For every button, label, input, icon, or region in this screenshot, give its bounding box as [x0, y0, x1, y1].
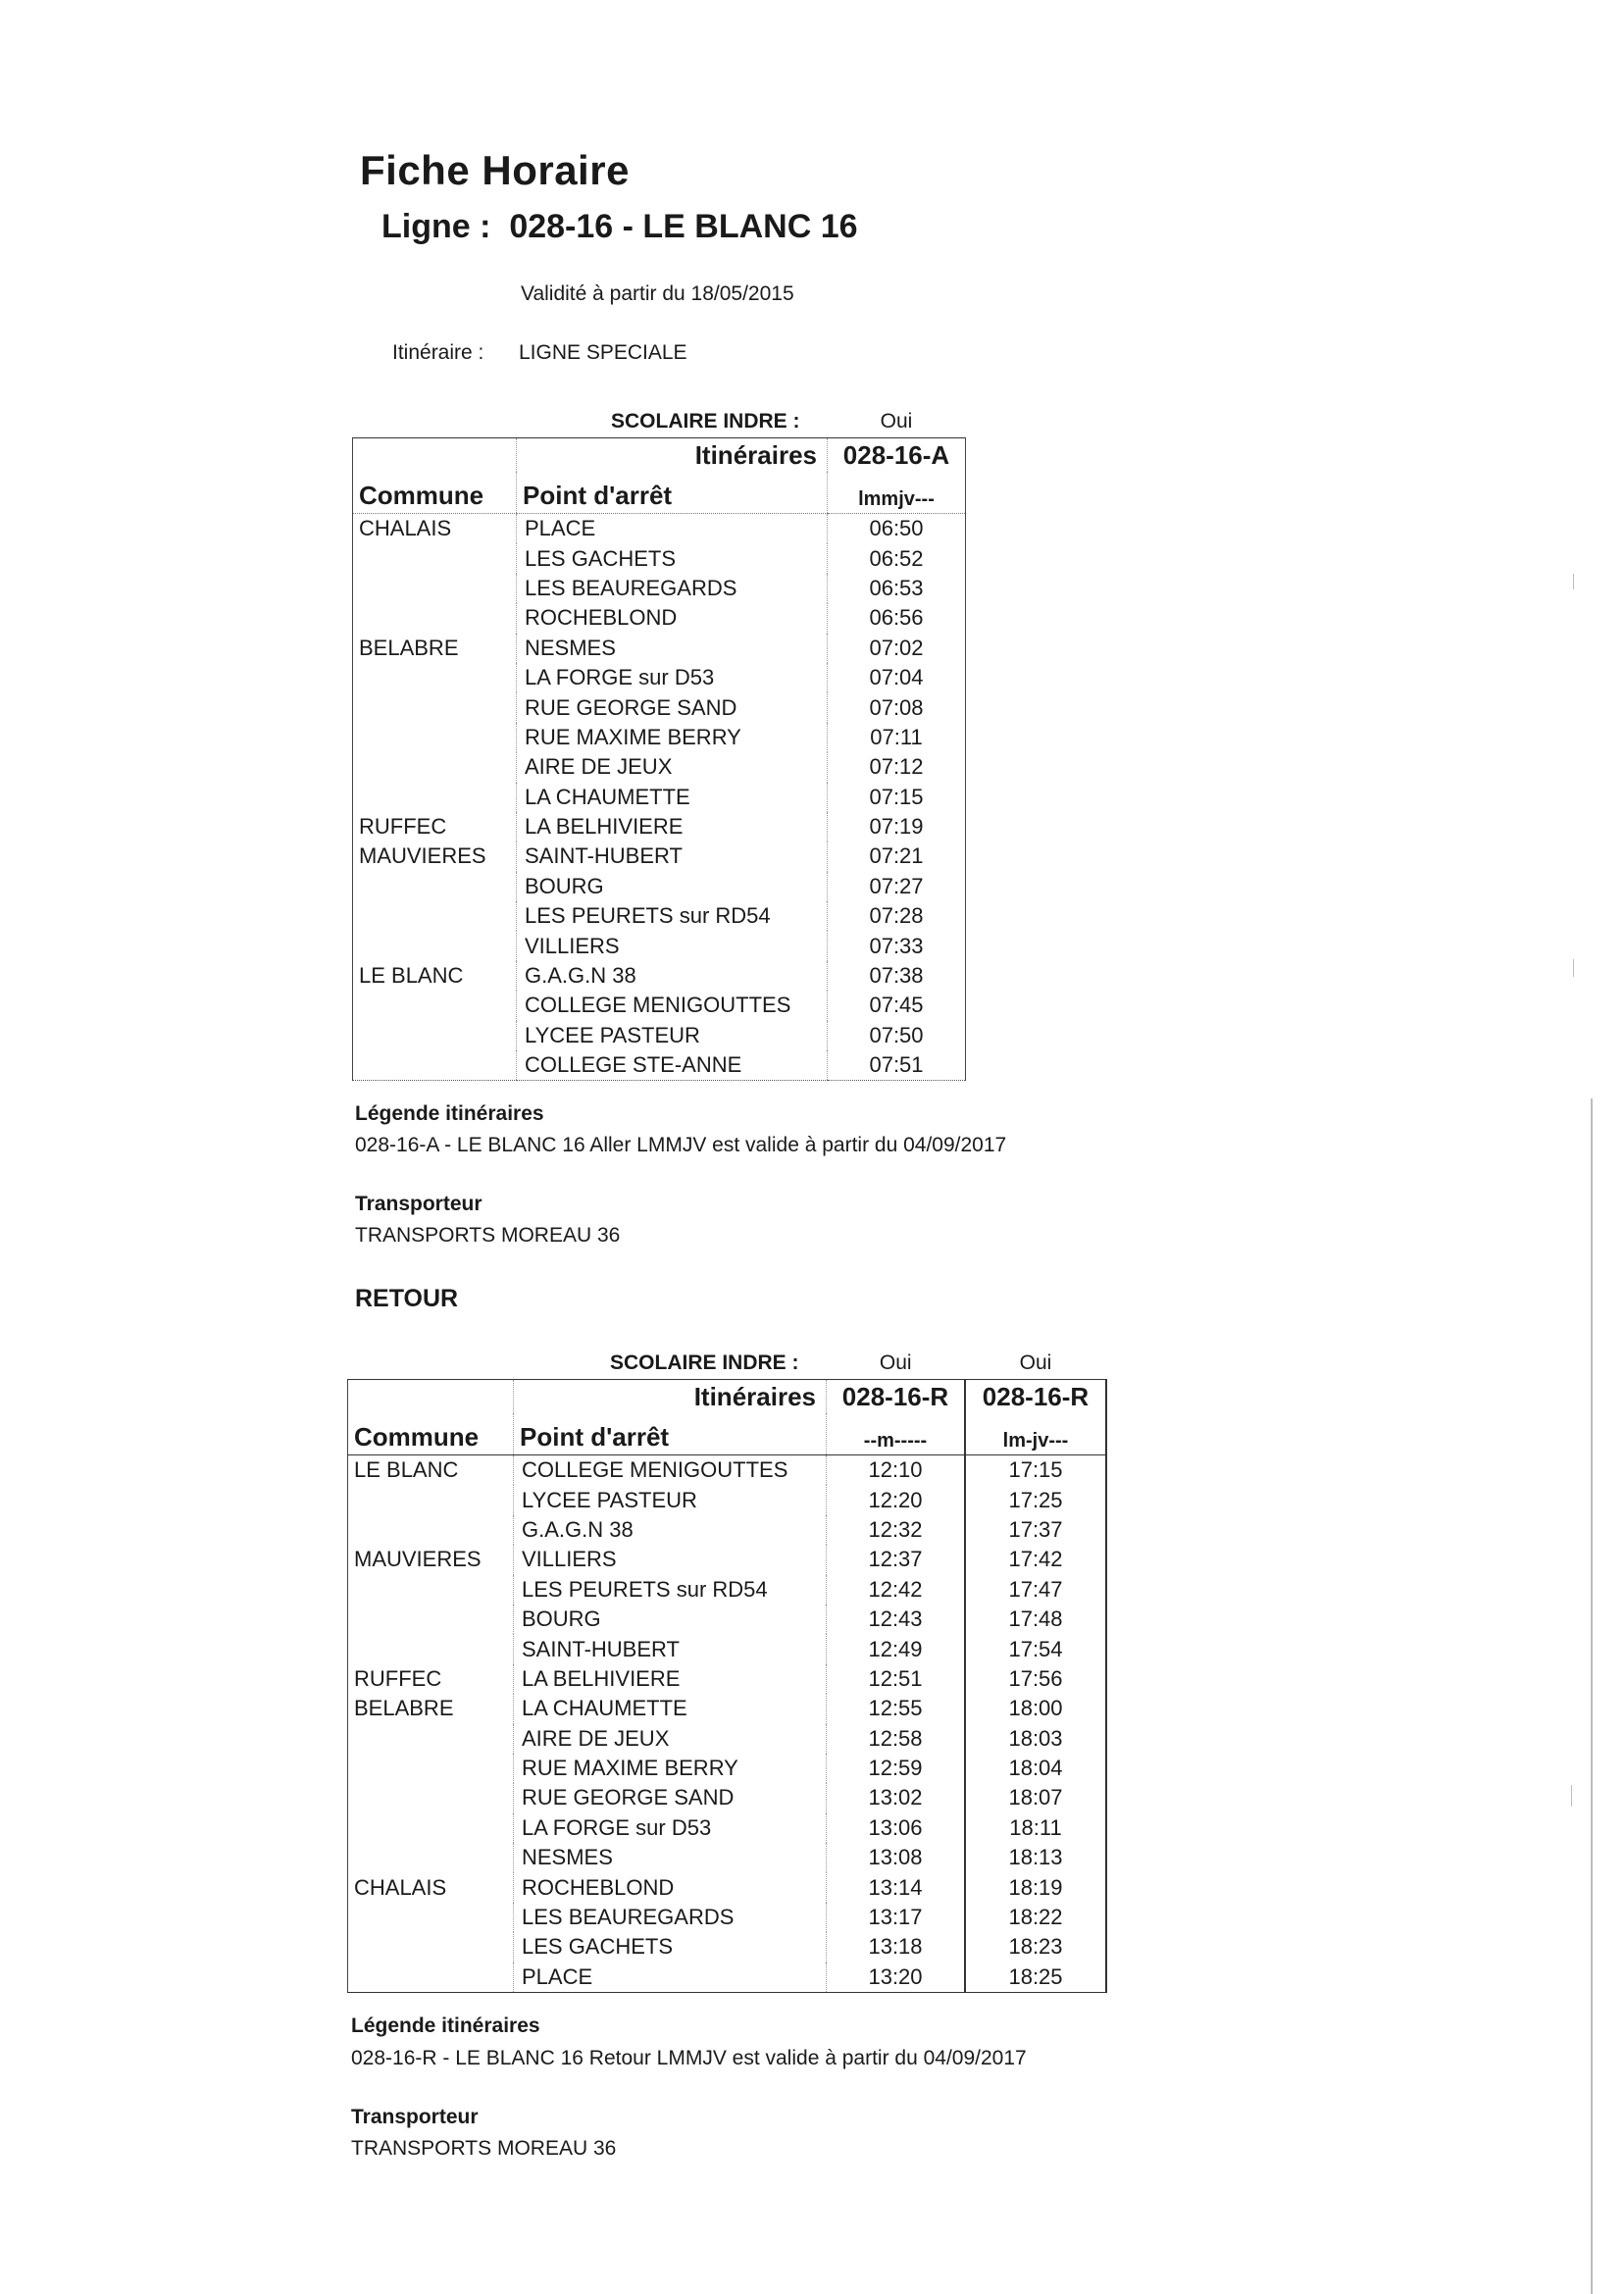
time-cell: 06:56: [828, 603, 966, 633]
table-row: [353, 634, 966, 663]
stop-cell: SAINT-HUBERT: [517, 841, 828, 871]
aller-rows: [353, 514, 966, 1081]
page-title: Fiche Horaire: [360, 147, 630, 193]
time-cell: 18:13: [965, 1843, 1106, 1872]
stop-cell: AIRE DE JEUX: [514, 1724, 827, 1754]
itineraires-label: Itinéraires: [517, 438, 828, 473]
time-cell: 18:11: [965, 1813, 1106, 1843]
commune-cell: [348, 1485, 514, 1514]
time-cell: 07:04: [828, 663, 966, 692]
retour-rows: [348, 1455, 1107, 1993]
commune-cell: [353, 872, 517, 901]
commune-cell: [348, 1932, 514, 1962]
time-cell: 18:19: [965, 1872, 1106, 1902]
time-cell: 06:50: [828, 514, 966, 544]
stop-cell: NESMES: [517, 634, 828, 663]
commune-header: Commune: [348, 1413, 514, 1455]
stop-cell: LES BEAUREGARDS: [514, 1903, 827, 1932]
itinerary-code: 028-16-R: [965, 1380, 1106, 1414]
table-row: [353, 514, 966, 544]
table-row: [348, 1605, 1107, 1634]
table-row: [353, 1021, 966, 1050]
table-row: [348, 1575, 1107, 1605]
commune-cell: [353, 783, 517, 812]
stop-cell: AIRE DE JEUX: [517, 752, 828, 782]
commune-cell: [353, 574, 517, 603]
commune-cell: CHALAIS: [348, 1872, 514, 1902]
time-cell: 12:43: [827, 1605, 966, 1634]
scan-speck: [1573, 574, 1574, 589]
time-cell: 18:03: [965, 1724, 1106, 1754]
time-cell: 12:58: [827, 1724, 966, 1754]
table-row: [348, 1545, 1107, 1574]
time-cell: 12:10: [827, 1455, 966, 1486]
table-row: [348, 1634, 1107, 1663]
stop-cell: LES PEURETS sur RD54: [517, 901, 828, 931]
time-cell: 13:06: [827, 1813, 966, 1843]
commune-cell: [348, 1575, 514, 1605]
section-retour-title: RETOUR: [355, 1285, 459, 1312]
stop-cell: PLACE: [517, 514, 828, 544]
stop-cell: LA BELHIVIERE: [514, 1664, 827, 1694]
time-cell: 07:15: [828, 783, 966, 812]
table-row: [353, 1050, 966, 1081]
days-header: --m-----: [827, 1413, 966, 1455]
stop-cell: PLACE: [514, 1963, 827, 1993]
commune-cell: [348, 1813, 514, 1843]
table-row: [348, 1932, 1107, 1962]
table-row: [348, 1664, 1107, 1694]
scolaire-label: SCOLAIRE INDRE :: [610, 410, 800, 433]
stop-cell: ROCHEBLOND: [517, 603, 828, 633]
scolaire-value: Oui: [880, 410, 913, 433]
stop-cell: LYCEE PASTEUR: [514, 1485, 827, 1514]
table-row: [353, 543, 966, 573]
time-cell: 07:38: [828, 961, 966, 991]
commune-cell: CHALAIS: [353, 514, 517, 544]
table-row: [353, 663, 966, 692]
blank-cell: [348, 1380, 514, 1414]
stop-cell: G.A.G.N 38: [514, 1515, 827, 1545]
itineraires-label: Itinéraires: [514, 1380, 827, 1414]
scan-speck: [1573, 959, 1574, 977]
table-row: [353, 574, 966, 603]
time-cell: 17:54: [965, 1634, 1106, 1663]
commune-cell: [348, 1605, 514, 1634]
arret-header: Point d'arrêt: [514, 1413, 827, 1455]
table-row: [348, 1754, 1107, 1783]
days-header: lm-jv---: [965, 1413, 1106, 1455]
carrier-title-aller: Transporteur: [355, 1193, 482, 1215]
stop-cell: LES GACHETS: [517, 543, 828, 573]
stop-cell: LA FORGE sur D53: [517, 663, 828, 692]
time-cell: 17:15: [965, 1455, 1106, 1486]
commune-cell: MAUVIERES: [348, 1545, 514, 1574]
stop-cell: LES BEAUREGARDS: [517, 574, 828, 603]
commune-cell: [353, 663, 517, 692]
schedule-table-aller: [352, 394, 966, 1081]
time-cell: 06:53: [828, 574, 966, 603]
table-row: [353, 991, 966, 1020]
commune-cell: BELABRE: [353, 634, 517, 663]
time-cell: 18:22: [965, 1903, 1106, 1932]
stop-cell: LA BELHIVIERE: [517, 812, 828, 841]
table-row: [353, 872, 966, 901]
time-cell: 17:48: [965, 1605, 1106, 1634]
table-row: [353, 783, 966, 812]
time-cell: 17:37: [965, 1515, 1106, 1545]
validity-text: Validité à partir du 18/05/2015: [521, 282, 794, 305]
itinerary-code: 028-16-R: [827, 1380, 966, 1414]
time-cell: 18:07: [965, 1783, 1106, 1812]
scolaire-value: Oui: [1019, 1351, 1052, 1374]
line-title: Ligne : 028-16 - LE BLANC 16: [381, 208, 858, 245]
commune-cell: RUFFEC: [348, 1664, 514, 1694]
commune-cell: [353, 901, 517, 931]
table-row: [348, 1903, 1107, 1932]
time-cell: 13:18: [827, 1932, 966, 1962]
commune-cell: [353, 723, 517, 752]
time-cell: 12:20: [827, 1485, 966, 1514]
commune-cell: MAUVIERES: [353, 841, 517, 871]
time-cell: 13:20: [827, 1963, 966, 1993]
time-cell: 07:11: [828, 723, 966, 752]
commune-cell: BELABRE: [348, 1694, 514, 1723]
stop-cell: LA CHAUMETTE: [517, 783, 828, 812]
stop-cell: LES GACHETS: [514, 1932, 827, 1962]
commune-cell: [353, 931, 517, 960]
time-cell: 18:23: [965, 1932, 1106, 1962]
table-row: [348, 1485, 1107, 1514]
commune-cell: [348, 1963, 514, 1993]
commune-cell: [353, 543, 517, 573]
time-cell: 07:51: [828, 1050, 966, 1081]
table-row: [353, 961, 966, 991]
stop-cell: VILLIERS: [517, 931, 828, 960]
time-cell: 07:21: [828, 841, 966, 871]
stop-cell: RUE GEORGE SAND: [517, 692, 828, 722]
time-cell: 18:04: [965, 1754, 1106, 1783]
time-cell: 13:17: [827, 1903, 966, 1932]
carrier-retour: TRANSPORTS MOREAU 36: [351, 2137, 617, 2160]
commune-cell: [353, 752, 517, 782]
time-cell: 06:52: [828, 543, 966, 573]
commune-cell: [348, 1903, 514, 1932]
table-row: [353, 812, 966, 841]
stop-cell: BOURG: [514, 1605, 827, 1634]
stop-cell: VILLIERS: [514, 1545, 827, 1574]
days-header: lmmjv---: [828, 472, 966, 514]
table-row: [353, 723, 966, 752]
table-row: [353, 752, 966, 782]
stop-cell: G.A.G.N 38: [517, 961, 828, 991]
time-cell: 07:33: [828, 931, 966, 960]
stop-cell: RUE GEORGE SAND: [514, 1783, 827, 1812]
time-cell: 13:08: [827, 1843, 966, 1872]
arret-header: Point d'arrêt: [517, 472, 828, 514]
time-cell: 18:25: [965, 1963, 1106, 1993]
stop-cell: COLLEGE STE-ANNE: [517, 1050, 828, 1081]
table-row: [348, 1843, 1107, 1872]
stop-cell: LES PEURETS sur RD54: [514, 1575, 827, 1605]
stop-cell: LA CHAUMETTE: [514, 1694, 827, 1723]
time-cell: 12:55: [827, 1694, 966, 1723]
carrier-title-retour: Transporteur: [351, 2106, 479, 2128]
schedule-table-retour: [347, 1336, 1107, 1993]
time-cell: 07:28: [828, 901, 966, 931]
commune-cell: LE BLANC: [348, 1455, 514, 1486]
table-row: [348, 1515, 1107, 1545]
commune-cell: [348, 1724, 514, 1754]
commune-cell: LE BLANC: [353, 961, 517, 991]
time-cell: 13:14: [827, 1872, 966, 1902]
stop-cell: COLLEGE MENIGOUTTES: [517, 991, 828, 1020]
time-cell: 07:27: [828, 872, 966, 901]
commune-cell: [348, 1515, 514, 1545]
table-row: [353, 901, 966, 931]
table-row: [348, 1694, 1107, 1723]
stop-cell: ROCHEBLOND: [514, 1872, 827, 1902]
time-cell: 07:19: [828, 812, 966, 841]
commune-cell: [348, 1783, 514, 1812]
time-cell: 12:37: [827, 1545, 966, 1574]
itinerary-code: 028-16-A: [828, 438, 966, 473]
time-cell: 13:02: [827, 1783, 966, 1812]
scan-edge-line: [1591, 1098, 1593, 2294]
time-cell: 17:42: [965, 1545, 1106, 1574]
table-row: [348, 1783, 1107, 1812]
table-row: [353, 931, 966, 960]
time-cell: 12:32: [827, 1515, 966, 1545]
time-cell: 12:59: [827, 1754, 966, 1783]
legend-title-retour: Légende itinéraires: [351, 2014, 540, 2037]
itinerary-value: LIGNE SPECIALE: [519, 341, 687, 364]
table-row: [348, 1872, 1107, 1902]
legend-text-aller: 028-16-A - LE BLANC 16 Aller LMMJV est valide à partir du 04/09/2017: [355, 1134, 1007, 1156]
carrier-aller: TRANSPORTS MOREAU 36: [355, 1224, 621, 1247]
stop-cell: RUE MAXIME BERRY: [514, 1754, 827, 1783]
table-row: [348, 1813, 1107, 1843]
stop-cell: BOURG: [517, 872, 828, 901]
time-cell: 12:42: [827, 1575, 966, 1605]
time-cell: 17:25: [965, 1485, 1106, 1514]
commune-cell: [353, 692, 517, 722]
time-cell: 17:56: [965, 1664, 1106, 1694]
stop-cell: LA FORGE sur D53: [514, 1813, 827, 1843]
commune-cell: [353, 1050, 517, 1081]
table-row: [348, 1963, 1107, 1993]
time-cell: 18:00: [965, 1694, 1106, 1723]
time-cell: 07:12: [828, 752, 966, 782]
blank-cell: [353, 438, 517, 473]
time-cell: 07:08: [828, 692, 966, 722]
time-cell: 12:51: [827, 1664, 966, 1694]
stop-cell: RUE MAXIME BERRY: [517, 723, 828, 752]
stop-cell: LYCEE PASTEUR: [517, 1021, 828, 1050]
time-cell: 07:50: [828, 1021, 966, 1050]
table-row: [353, 603, 966, 633]
stop-cell: NESMES: [514, 1843, 827, 1872]
commune-cell: [353, 603, 517, 633]
legend-text-retour: 028-16-R - LE BLANC 16 Retour LMMJV est valide à partir du 04/09/2017: [351, 2047, 1027, 2069]
stop-cell: SAINT-HUBERT: [514, 1634, 827, 1663]
scan-speck: [1571, 1785, 1572, 1807]
table-row: [348, 1455, 1107, 1486]
itinerary-label: Itinéraire :: [392, 341, 484, 364]
commune-cell: [348, 1754, 514, 1783]
commune-header: Commune: [353, 472, 517, 514]
commune-cell: [353, 1021, 517, 1050]
time-cell: 17:47: [965, 1575, 1106, 1605]
commune-cell: [348, 1843, 514, 1872]
commune-cell: [353, 991, 517, 1020]
stop-cell: COLLEGE MENIGOUTTES: [514, 1455, 827, 1486]
table-row: [353, 692, 966, 722]
time-cell: 07:02: [828, 634, 966, 663]
scolaire-label: SCOLAIRE INDRE :: [609, 1351, 799, 1374]
table-row: [353, 841, 966, 871]
table-row: [348, 1724, 1107, 1754]
commune-cell: RUFFEC: [353, 812, 517, 841]
scolaire-value: Oui: [879, 1351, 912, 1374]
time-cell: 12:49: [827, 1634, 966, 1663]
time-cell: 07:45: [828, 991, 966, 1020]
legend-title-aller: Légende itinéraires: [355, 1102, 544, 1125]
commune-cell: [348, 1634, 514, 1663]
